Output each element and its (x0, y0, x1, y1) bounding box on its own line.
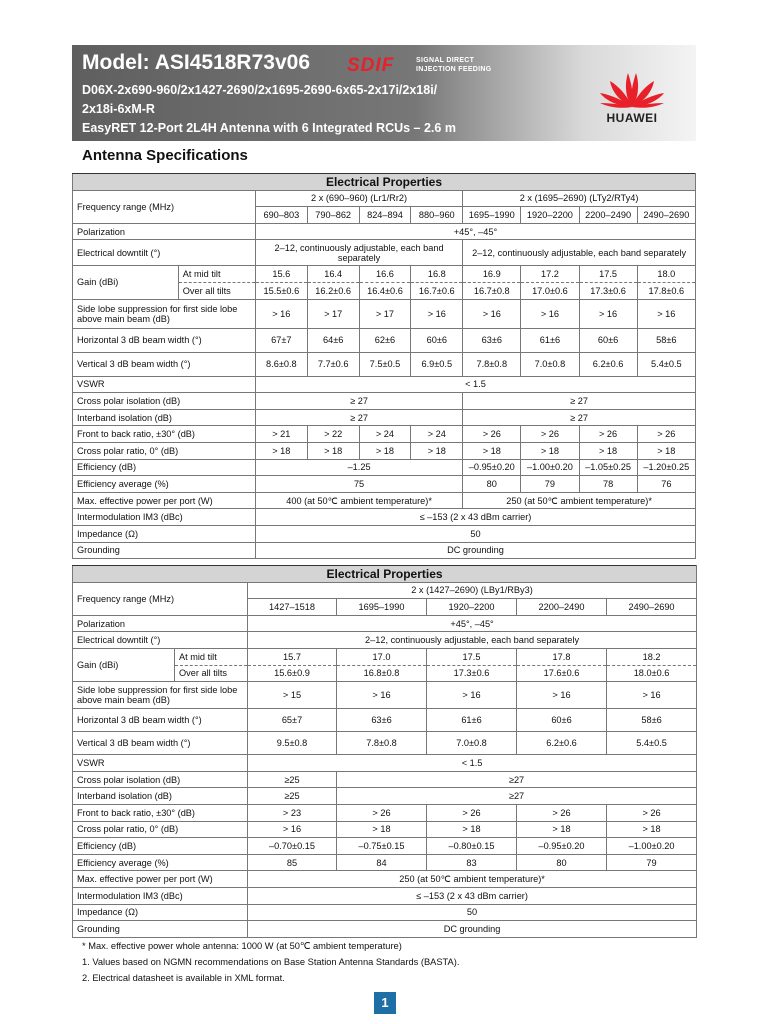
cell: 79 (521, 476, 579, 493)
cell: > 24 (411, 426, 463, 443)
cell: 7.8±0.8 (337, 732, 427, 755)
cell: 17.0 (337, 648, 427, 665)
cell: 58±6 (607, 709, 697, 732)
table-row (73, 732, 697, 755)
row-label: Polarization (73, 615, 248, 632)
row-label: Horizontal 3 dB beam width (°) (73, 709, 248, 732)
table-row (73, 709, 697, 732)
table-row (73, 376, 696, 393)
cell: 17.5 (427, 648, 517, 665)
row-label: Frequency range (MHz) (73, 190, 256, 223)
cell: 15.6±0.9 (248, 665, 337, 682)
cell: > 18 (307, 442, 359, 459)
row-label: Intermodulation IM3 (dBc) (73, 887, 248, 904)
cell: < 1.5 (255, 376, 695, 393)
row-label: Efficiency average (%) (73, 854, 248, 871)
cell: 7.0±0.8 (427, 732, 517, 755)
cell: 18.2 (607, 648, 697, 665)
cell: –0.80±0.15 (427, 838, 517, 855)
cell: 67±7 (255, 328, 307, 352)
cell: 76 (637, 476, 695, 493)
cell: 64±6 (307, 328, 359, 352)
cell: 80 (517, 854, 607, 871)
cell: 16.6 (359, 266, 411, 283)
row-label: Max. effective power per port (W) (73, 871, 248, 888)
row-label: Gain (dBi) (73, 648, 175, 681)
cell: > 18 (579, 442, 637, 459)
cell: –0.70±0.15 (248, 838, 337, 855)
table-row (73, 615, 697, 632)
cell: > 16 (607, 682, 697, 709)
cell: > 18 (637, 442, 695, 459)
row-label: Max. effective power per port (W) (73, 492, 256, 509)
table-row (73, 771, 697, 788)
cell: 6.2±0.6 (579, 352, 637, 376)
band-group: 2 x (1427–2690) (LBy1/RBy3) (248, 582, 697, 599)
cell: 7.0±0.8 (521, 352, 579, 376)
cell: DC grounding (255, 542, 695, 559)
cell: ≤ –153 (2 x 43 dBm carrier) (255, 509, 695, 526)
table-row (73, 459, 696, 476)
cell: > 17 (359, 299, 411, 328)
header-banner (72, 45, 696, 141)
cell: 17.5 (579, 266, 637, 283)
cell: > 16 (463, 299, 521, 328)
cell: 16.7±0.6 (411, 282, 463, 299)
table-row (73, 426, 696, 443)
row-label: Cross polar ratio, 0° (dB) (73, 442, 256, 459)
cell: > 16 (579, 299, 637, 328)
cell: 7.5±0.5 (359, 352, 411, 376)
cell: ≥25 (248, 771, 337, 788)
row-label: Efficiency (dB) (73, 459, 256, 476)
cell: 15.7 (248, 648, 337, 665)
table-title: Electrical Properties (73, 174, 696, 191)
table-row (73, 476, 696, 493)
cell: 6.9±0.5 (411, 352, 463, 376)
cell: 690–803 (255, 207, 307, 224)
product-description: EasyRET 12-Port 2L4H Antenna with 6 Integrated RCUs – 2.6 m (82, 121, 456, 135)
cell: > 16 (637, 299, 695, 328)
cell: 1920–2200 (427, 599, 517, 616)
table-row (73, 821, 697, 838)
cell: 250 (at 50℃ ambient temperature)* (463, 492, 696, 509)
cell: > 26 (463, 426, 521, 443)
cell: –1.00±0.20 (607, 838, 697, 855)
cell: 75 (255, 476, 462, 493)
electrical-properties-table-1 (72, 173, 696, 559)
cell: 60±6 (517, 709, 607, 732)
cell: > 18 (255, 442, 307, 459)
footnote: 2. Electrical datasheet is available in XML format. (82, 973, 285, 983)
cell: 17.2 (521, 266, 579, 283)
cell: > 18 (607, 821, 697, 838)
cell: 16.2±0.6 (307, 282, 359, 299)
cell: 17.0±0.6 (521, 282, 579, 299)
row-label: Cross polar ratio, 0° (dB) (73, 821, 248, 838)
cell: ≥ 27 (463, 409, 696, 426)
cell: 880–960 (411, 207, 463, 224)
row-label: Horizontal 3 dB beam width (°) (73, 328, 256, 352)
table-row (73, 525, 696, 542)
row-label: Efficiency average (%) (73, 476, 256, 493)
row-label: Side lobe suppression for first side lobe above main beam (dB) (73, 299, 256, 328)
cell: 2–12, continuously adjustable, each band separately (463, 240, 696, 266)
row-label: Polarization (73, 223, 256, 240)
cell: –0.95±0.20 (463, 459, 521, 476)
cell: 15.5±0.6 (255, 282, 307, 299)
cell: 61±6 (521, 328, 579, 352)
cell: > 18 (359, 442, 411, 459)
cell: 61±6 (427, 709, 517, 732)
cell: > 23 (248, 804, 337, 821)
cell: ≥ 27 (463, 393, 696, 410)
cell: 9.5±0.8 (248, 732, 337, 755)
cell: 1427–1518 (248, 599, 337, 616)
cell: 62±6 (359, 328, 411, 352)
table-header-row (73, 174, 696, 191)
table-row (73, 492, 696, 509)
huawei-logo-icon (598, 65, 666, 109)
band-group-b: 2 x (1695–2690) (LTy2/RTy4) (463, 190, 696, 207)
cell: 63±6 (463, 328, 521, 352)
cell: 18.0 (637, 266, 695, 283)
row-label: Efficiency (dB) (73, 838, 248, 855)
cell: > 18 (463, 442, 521, 459)
table-row (73, 804, 697, 821)
row-label: Interband isolation (dB) (73, 409, 256, 426)
cell: > 26 (427, 804, 517, 821)
cell: 15.6 (255, 266, 307, 283)
row-label: Impedance (Ω) (73, 904, 248, 921)
table-row (73, 442, 696, 459)
row-label: Cross polar isolation (dB) (73, 771, 248, 788)
cell: 78 (579, 476, 637, 493)
row-label: Front to back ratio, ±30° (dB) (73, 804, 248, 821)
cell: –1.25 (255, 459, 462, 476)
cell: –1.05±0.25 (579, 459, 637, 476)
row-label: Front to back ratio, ±30° (dB) (73, 426, 256, 443)
cell: 17.3±0.6 (579, 282, 637, 299)
table-row (73, 299, 696, 328)
row-label: Cross polar isolation (dB) (73, 393, 256, 410)
cell: 60±6 (579, 328, 637, 352)
table-row (73, 788, 697, 805)
cell: –1.00±0.20 (521, 459, 579, 476)
cell: > 26 (521, 426, 579, 443)
table-row (73, 755, 697, 772)
row-label: Vertical 3 dB beam width (°) (73, 732, 248, 755)
cell: > 26 (607, 804, 697, 821)
cell: > 16 (517, 682, 607, 709)
cell: > 16 (255, 299, 307, 328)
cell: 1920–2200 (521, 207, 579, 224)
row-label: Gain (dBi) (73, 266, 179, 299)
table-row (73, 223, 696, 240)
table-row (73, 190, 696, 207)
cell: 250 (at 50℃ ambient temperature)* (248, 871, 697, 888)
cell: ≥ 27 (255, 393, 462, 410)
cell: > 18 (517, 821, 607, 838)
sdif-tagline-line1: SIGNAL DIRECT (416, 57, 475, 64)
table-row (73, 921, 697, 938)
cell: > 16 (521, 299, 579, 328)
cell: > 26 (579, 426, 637, 443)
sdif-logo: SDIF (347, 55, 395, 76)
cell: 8.6±0.8 (255, 352, 307, 376)
table-row (73, 632, 697, 649)
cell: +45°, –45° (255, 223, 695, 240)
cell: > 18 (521, 442, 579, 459)
cell: > 22 (307, 426, 359, 443)
cell: > 15 (248, 682, 337, 709)
sub-label: Over all tilts (178, 282, 255, 299)
cell: 2200–2490 (517, 599, 607, 616)
cell: –0.95±0.20 (517, 838, 607, 855)
cell: 50 (248, 904, 697, 921)
section-title: Antenna Specifications (82, 147, 248, 164)
cell: 83 (427, 854, 517, 871)
cell: 2490–2690 (637, 207, 695, 224)
cell: 400 (at 50℃ ambient temperature)* (255, 492, 462, 509)
model-title: Model: ASI4518R73v06 (82, 51, 310, 74)
cell: 1695–1990 (337, 599, 427, 616)
cell: < 1.5 (248, 755, 697, 772)
cell: > 17 (307, 299, 359, 328)
electrical-properties-table-2 (72, 565, 697, 938)
table-row (73, 904, 697, 921)
sdif-tagline-line2: INJECTION FEEDING (416, 66, 492, 73)
huawei-wordmark: HUAWEI (606, 111, 658, 125)
page-number: 1 (374, 992, 396, 1014)
row-label: Impedance (Ω) (73, 525, 256, 542)
cell: 16.4±0.6 (359, 282, 411, 299)
cell: 5.4±0.5 (607, 732, 697, 755)
row-label: Side lobe suppression for first side lobe above main beam (dB) (73, 682, 248, 709)
table-title: Electrical Properties (73, 566, 697, 583)
table-row (73, 266, 696, 283)
cell: > 24 (359, 426, 411, 443)
table-row (73, 393, 696, 410)
cell: 7.7±0.6 (307, 352, 359, 376)
cell: 16.7±0.8 (463, 282, 521, 299)
table-row (73, 582, 697, 599)
table-row (73, 648, 697, 665)
footnote: * Max. effective power whole antenna: 1000 W (at 50℃ ambient temperature) (82, 941, 402, 951)
cell: 79 (607, 854, 697, 871)
sub-label: At mid tilt (178, 266, 255, 283)
cell: 16.9 (463, 266, 521, 283)
sub-label: At mid tilt (175, 648, 248, 665)
band-group-a: 2 x (690–960) (Lr1/Rr2) (255, 190, 462, 207)
cell: 17.3±0.6 (427, 665, 517, 682)
table-row (73, 509, 696, 526)
cell: 790–862 (307, 207, 359, 224)
cell: > 16 (248, 821, 337, 838)
cell: > 18 (411, 442, 463, 459)
cell: 60±6 (411, 328, 463, 352)
cell: > 26 (337, 804, 427, 821)
cell: ≤ –153 (2 x 43 dBm carrier) (248, 887, 697, 904)
table-row (73, 682, 697, 709)
sdif-tagline (416, 56, 492, 74)
table-row (73, 409, 696, 426)
cell: 16.8±0.8 (337, 665, 427, 682)
table-row (73, 352, 696, 376)
cell: 2200–2490 (579, 207, 637, 224)
cell: > 26 (637, 426, 695, 443)
cell: 2–12, continuously adjustable, each band separately (248, 632, 697, 649)
table-row (73, 871, 697, 888)
cell: 1695–1990 (463, 207, 521, 224)
cell: –0.75±0.15 (337, 838, 427, 855)
row-label: Grounding (73, 542, 256, 559)
cell: 16.8 (411, 266, 463, 283)
cell: ≥27 (337, 788, 697, 805)
cell: 50 (255, 525, 695, 542)
table-row (73, 542, 696, 559)
cell: 5.4±0.5 (637, 352, 695, 376)
cell: 85 (248, 854, 337, 871)
cell: 58±6 (637, 328, 695, 352)
cell: > 16 (337, 682, 427, 709)
row-label: Intermodulation IM3 (dBc) (73, 509, 256, 526)
row-label: Frequency range (MHz) (73, 582, 248, 615)
sub-label: Over all tilts (175, 665, 248, 682)
row-label: VSWR (73, 755, 248, 772)
row-label: Interband isolation (dB) (73, 788, 248, 805)
table-row (73, 838, 697, 855)
table-row (73, 240, 696, 266)
product-code-line2: 2x18i-6xM-R (82, 102, 155, 116)
row-label: Vertical 3 dB beam width (°) (73, 352, 256, 376)
cell: 65±7 (248, 709, 337, 732)
cell: > 18 (337, 821, 427, 838)
cell: 7.8±0.8 (463, 352, 521, 376)
cell: ≥ 27 (255, 409, 462, 426)
cell: –1.20±0.25 (637, 459, 695, 476)
footnote: 1. Values based on NGMN recommendations on Base Station Antenna Standards (BASTA). (82, 957, 460, 967)
cell: ≥27 (337, 771, 697, 788)
cell: > 18 (427, 821, 517, 838)
cell: > 16 (411, 299, 463, 328)
footnotes (82, 938, 459, 986)
cell: 17.8 (517, 648, 607, 665)
cell: 17.8±0.6 (637, 282, 695, 299)
product-code-line1: D06X-2x690-960/2x1427-2690/2x1695-2690-6x65-2x17i/2x18i/ (82, 83, 438, 97)
cell: > 26 (517, 804, 607, 821)
cell: ≥25 (248, 788, 337, 805)
cell: > 21 (255, 426, 307, 443)
table-row (73, 328, 696, 352)
cell: 2–12, continuously adjustable, each band separately (255, 240, 462, 266)
cell: 84 (337, 854, 427, 871)
cell: 2490–2690 (607, 599, 697, 616)
cell: 824–894 (359, 207, 411, 224)
table-row (73, 887, 697, 904)
table-header-row (73, 566, 697, 583)
row-label: VSWR (73, 376, 256, 393)
cell: 16.4 (307, 266, 359, 283)
cell: 80 (463, 476, 521, 493)
cell: 63±6 (337, 709, 427, 732)
table-row (73, 854, 697, 871)
cell: 17.6±0.6 (517, 665, 607, 682)
cell: DC grounding (248, 921, 697, 938)
row-label: Electrical downtilt (°) (73, 632, 248, 649)
cell: 6.2±0.6 (517, 732, 607, 755)
cell: 18.0±0.6 (607, 665, 697, 682)
cell: +45°, –45° (248, 615, 697, 632)
row-label: Electrical downtilt (°) (73, 240, 256, 266)
cell: > 16 (427, 682, 517, 709)
row-label: Grounding (73, 921, 248, 938)
